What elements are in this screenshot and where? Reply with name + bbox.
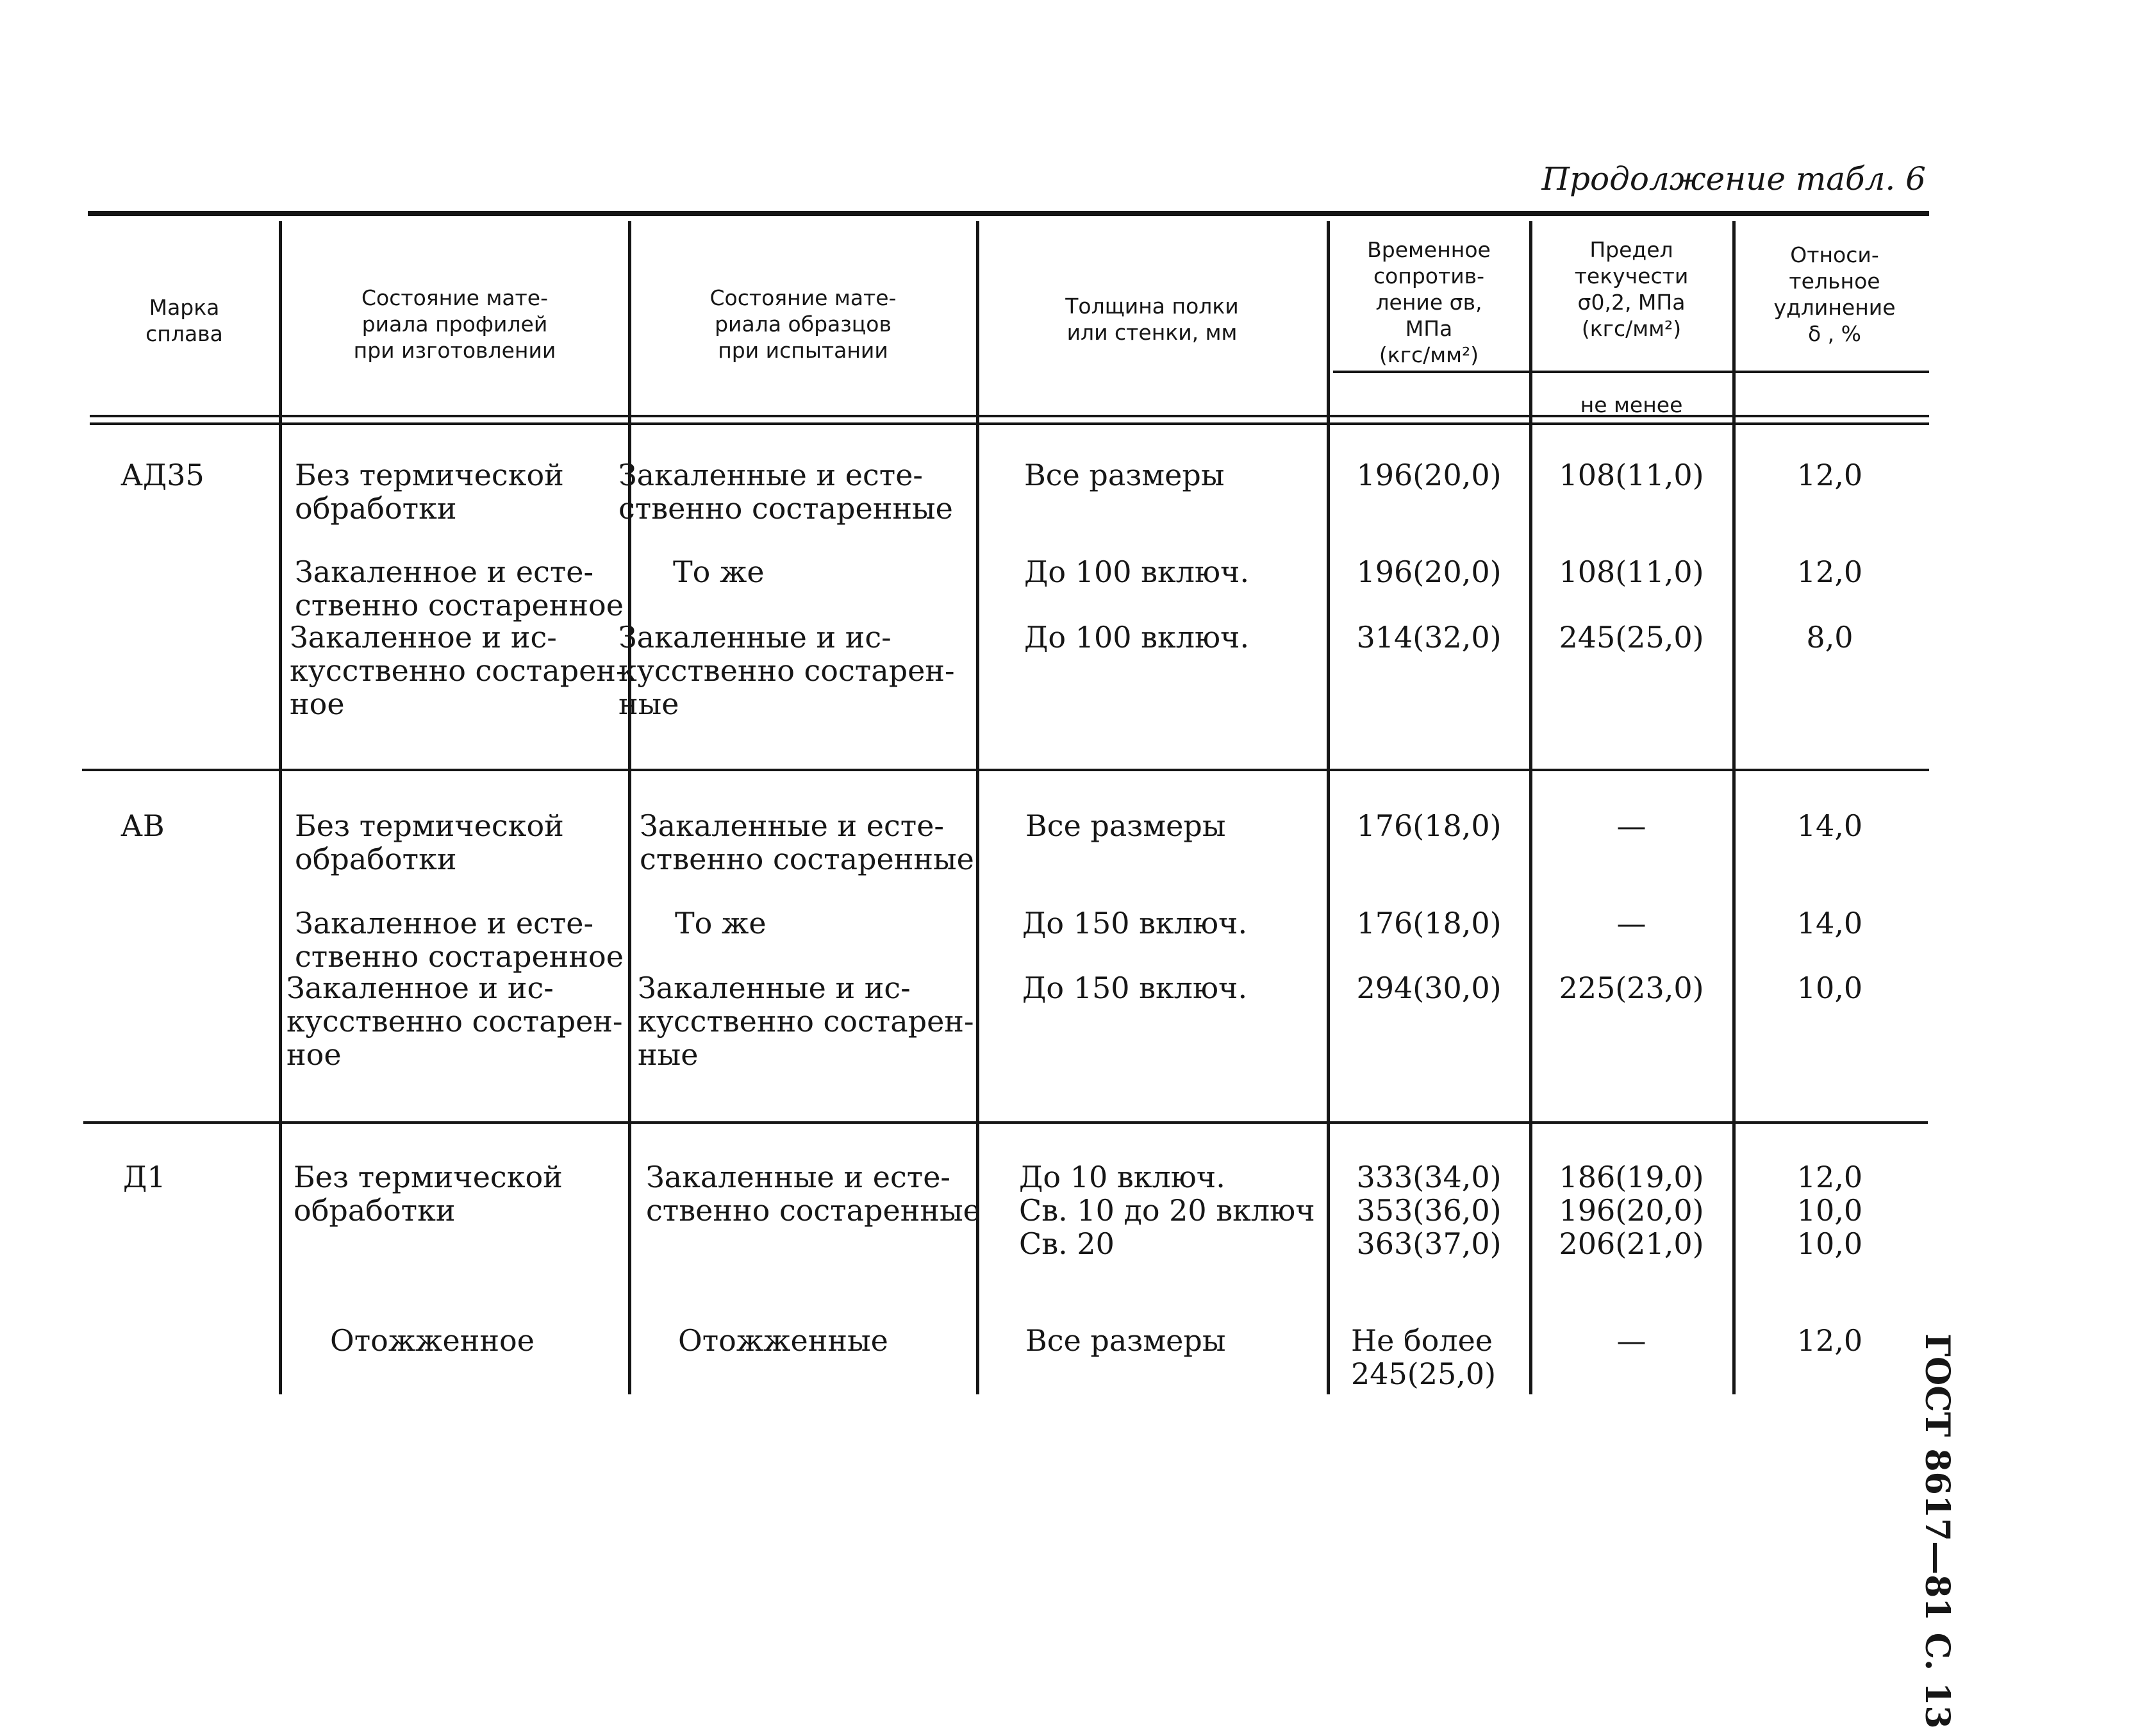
table-cell: Все размеры — [1024, 458, 1225, 492]
column-rule-6 — [1732, 221, 1736, 1394]
table-cell: 12,0 10,0 10,0 — [1796, 1160, 1863, 1261]
table-cell: 108(11,0) — [1559, 458, 1704, 492]
subheader-rule — [1333, 371, 1929, 373]
table-cell: Закаленное и ис- кусственно состарен- ное — [286, 971, 623, 1072]
header-yield: Предел текучести σ0,2, МПа (кгс/мм²) — [1574, 237, 1689, 341]
table-cell: 196(20,0) — [1356, 555, 1502, 589]
table-cell: — — [1616, 906, 1646, 940]
table-cell: Все размеры — [1025, 1323, 1226, 1358]
group-divider-1 — [82, 769, 1929, 771]
header-state-sample: Состояние мате- риала образцов при испытании — [709, 285, 897, 363]
header-thickness: Толщина полки или стенки, мм — [1065, 294, 1239, 345]
table-cell: До 150 включ. — [1022, 906, 1248, 940]
group-divider-2 — [83, 1121, 1928, 1124]
table-cell: 176(18,0) — [1356, 906, 1502, 940]
table-cell: То же — [673, 555, 765, 589]
table-cell: До 150 включ. — [1022, 971, 1248, 1005]
header-bottom-rule-2 — [90, 422, 1929, 425]
top-rule — [88, 211, 1929, 216]
table-cell: — — [1616, 1323, 1646, 1358]
table-cell: Без термической обработки — [295, 808, 564, 876]
table-cell: Отожженное — [330, 1323, 535, 1358]
table-cell: Отожженные — [678, 1323, 888, 1358]
alloy-label: Д1 — [123, 1160, 166, 1194]
table-cell: 196(20,0) — [1356, 458, 1502, 492]
table-cell: 186(19,0) 196(20,0) 206(21,0) — [1559, 1160, 1704, 1261]
table-cell: Закаленные и есте- ственно состаренные — [618, 458, 953, 526]
table-cell: Все размеры — [1025, 808, 1226, 843]
page-side-label: ГОСТ 8617—81 С. 13 — [1918, 1333, 1957, 1729]
table-cell: Без термической обработки — [295, 458, 564, 526]
table-cell: 12,0 — [1796, 555, 1863, 589]
table-cell: До 100 включ. — [1024, 555, 1250, 589]
table-cell: До 100 включ. — [1024, 620, 1250, 655]
table-cell: 245(25,0) — [1559, 620, 1704, 655]
table-cell: Закаленное и есте- ственно состаренное — [295, 555, 624, 622]
header-state-profile: Состояние мате- риала профилей при изготовлении — [353, 285, 556, 363]
table-cell: 176(18,0) — [1356, 808, 1502, 843]
table-cell: Закаленное и ис- кусственно состарен- ное — [290, 620, 626, 721]
table-cell: Без термической обработки — [294, 1160, 563, 1228]
header-alloy: Марка сплава — [145, 295, 223, 346]
table-cell: До 10 включ. Св. 10 до 20 включ Св. 20 — [1019, 1160, 1315, 1261]
table-cell: 314(32,0) — [1356, 620, 1502, 655]
column-rule-2 — [628, 221, 631, 1394]
table-cell: 14,0 — [1796, 906, 1863, 940]
table-cell: 10,0 — [1796, 971, 1863, 1005]
column-rule-5 — [1529, 221, 1532, 1394]
table-cell: Закаленные и ис- кусственно состарен- ные — [618, 620, 955, 721]
header-not-less: не менее — [1580, 392, 1683, 417]
table-cell: Закаленные и ис- кусственно состарен- ные — [638, 971, 974, 1072]
table-cell: То же — [675, 906, 767, 940]
table-cell: 225(23,0) — [1559, 971, 1704, 1005]
table-cell: 12,0 — [1796, 1323, 1863, 1358]
table-cell: 294(30,0) — [1356, 971, 1502, 1005]
table-cell: Закаленные и есте- ственно состаренные — [640, 808, 974, 876]
table-cell: 14,0 — [1796, 808, 1863, 843]
column-rule-4 — [1327, 221, 1330, 1394]
table-cell: — — [1616, 808, 1646, 843]
table-cell: 12,0 — [1796, 458, 1863, 492]
alloy-label: АД35 — [120, 458, 204, 492]
header-elongation: Относи- тельное удлинение δ , % — [1773, 242, 1896, 346]
table-cell: 333(34,0) 353(36,0) 363(37,0) — [1356, 1160, 1502, 1261]
column-rule-1 — [279, 221, 282, 1394]
table-cell: Не более 245(25,0) — [1351, 1323, 1497, 1391]
alloy-label: АВ — [120, 808, 165, 843]
table-cell: 108(11,0) — [1559, 555, 1704, 589]
header-strength: Временное сопротив- ление σв, МПа (кгс/мм²) — [1367, 237, 1491, 367]
table-cell: Закаленные и есте- ственно состаренные — [646, 1160, 981, 1228]
table-cell: 8,0 — [1806, 620, 1853, 655]
table-cell: Закаленное и есте- ственно состаренное — [295, 906, 624, 974]
table-caption: Продолжение табл. 6 — [1541, 160, 1926, 197]
